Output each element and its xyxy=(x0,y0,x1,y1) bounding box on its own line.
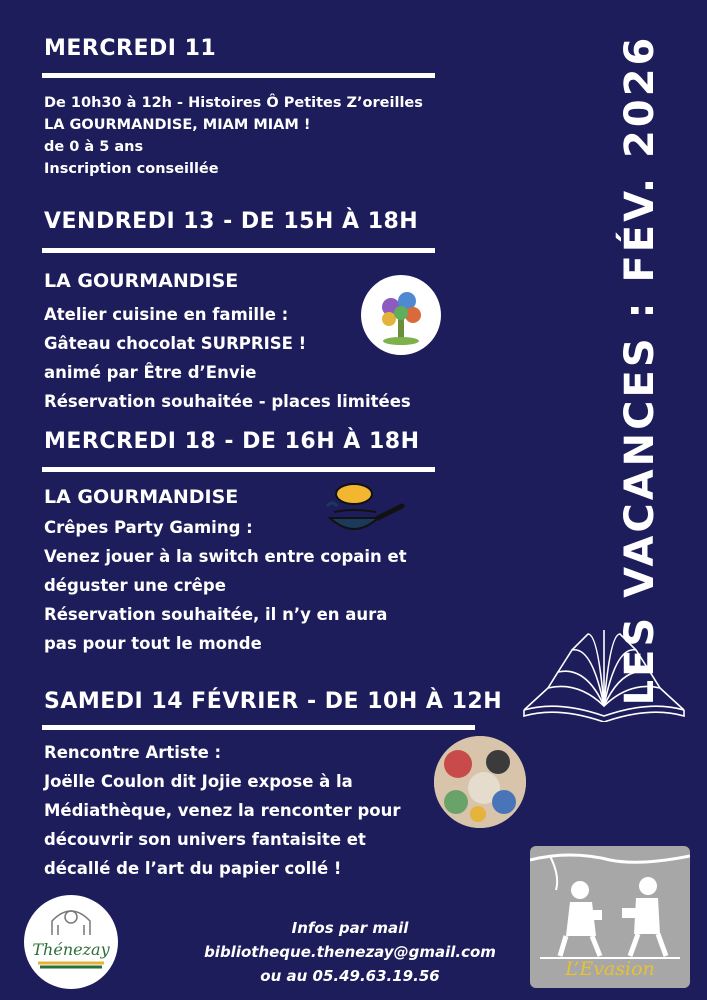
divider xyxy=(42,467,435,472)
event-1-line: de 0 à 5 ans xyxy=(44,139,144,155)
event-1-line: LA GOURMANDISE, MIAM MIAM ! xyxy=(44,117,311,133)
event-2-line: Atelier cuisine en famille : xyxy=(44,305,289,324)
event-1-line: Inscription conseillée xyxy=(44,161,219,177)
event-3-line: déguster une crêpe xyxy=(44,576,226,595)
event-4-line: Rencontre Artiste : xyxy=(44,743,222,762)
tree-logo-icon xyxy=(361,275,441,355)
event-2-details xyxy=(44,300,411,416)
event-3-line: Réservation souhaitée, il n’y en aura xyxy=(44,605,388,624)
heading-mercredi-18: MERCREDI 18 - DE 16H À 18H xyxy=(44,429,420,454)
event-2-line: animé par Être d’Envie xyxy=(44,363,257,382)
footer-email[interactable]: bibliotheque.thenezay@gmail.com xyxy=(204,943,496,961)
event-1-line: De 10h30 à 12h - Histoires Ô Petites Z’oreilles xyxy=(44,95,423,111)
divider xyxy=(42,725,475,730)
footer-info xyxy=(150,916,550,988)
evasion-logo-text: L’Evasion xyxy=(565,958,655,980)
event-3-line: pas pour tout le monde xyxy=(44,634,262,653)
evasion-logo xyxy=(530,846,690,988)
side-title-text: LES VACANCES : FÉV. 2026 xyxy=(617,34,663,706)
thenezay-logo-text: Thénezay xyxy=(32,940,110,959)
event-4-line: Joëlle Coulon dit Jojie expose à la xyxy=(44,772,353,791)
heading-samedi-14: SAMEDI 14 FÉVRIER - DE 10H À 12H xyxy=(44,689,503,714)
subheading-gourmandise: LA GOURMANDISE xyxy=(44,270,239,292)
footer-line-1: Infos par mail xyxy=(291,919,409,937)
footer-phone: ou au 05.49.63.19.56 xyxy=(260,967,440,985)
pancake-pan-icon xyxy=(322,476,406,542)
event-3-line: Crêpes Party Gaming : xyxy=(44,518,253,537)
event-1-details xyxy=(44,92,423,180)
side-title xyxy=(590,34,690,706)
event-2-line: Gâteau chocolat SURPRISE ! xyxy=(44,334,307,353)
subheading-gourmandise: LA GOURMANDISE xyxy=(44,486,239,508)
open-book-icon xyxy=(518,626,690,722)
event-2-line: Réservation souhaitée - places limitées xyxy=(44,392,411,411)
event-3-line: Venez jouer à la switch entre copain et xyxy=(44,547,407,566)
thenezay-logo xyxy=(24,895,118,989)
event-4-line: découvrir son univers fantaisite et xyxy=(44,830,366,849)
divider xyxy=(42,73,435,78)
event-4-line: décallé de l’art du papier collé ! xyxy=(44,859,342,878)
heading-mercredi-11: MERCREDI 11 xyxy=(44,36,217,61)
artwork-circle-icon xyxy=(434,736,526,828)
event-4-line: Médiathèque, venez la renconter pour xyxy=(44,801,401,820)
heading-vendredi-13: VENDREDI 13 - DE 15H À 18H xyxy=(44,209,419,234)
divider xyxy=(42,248,435,253)
event-4-details xyxy=(44,738,401,883)
